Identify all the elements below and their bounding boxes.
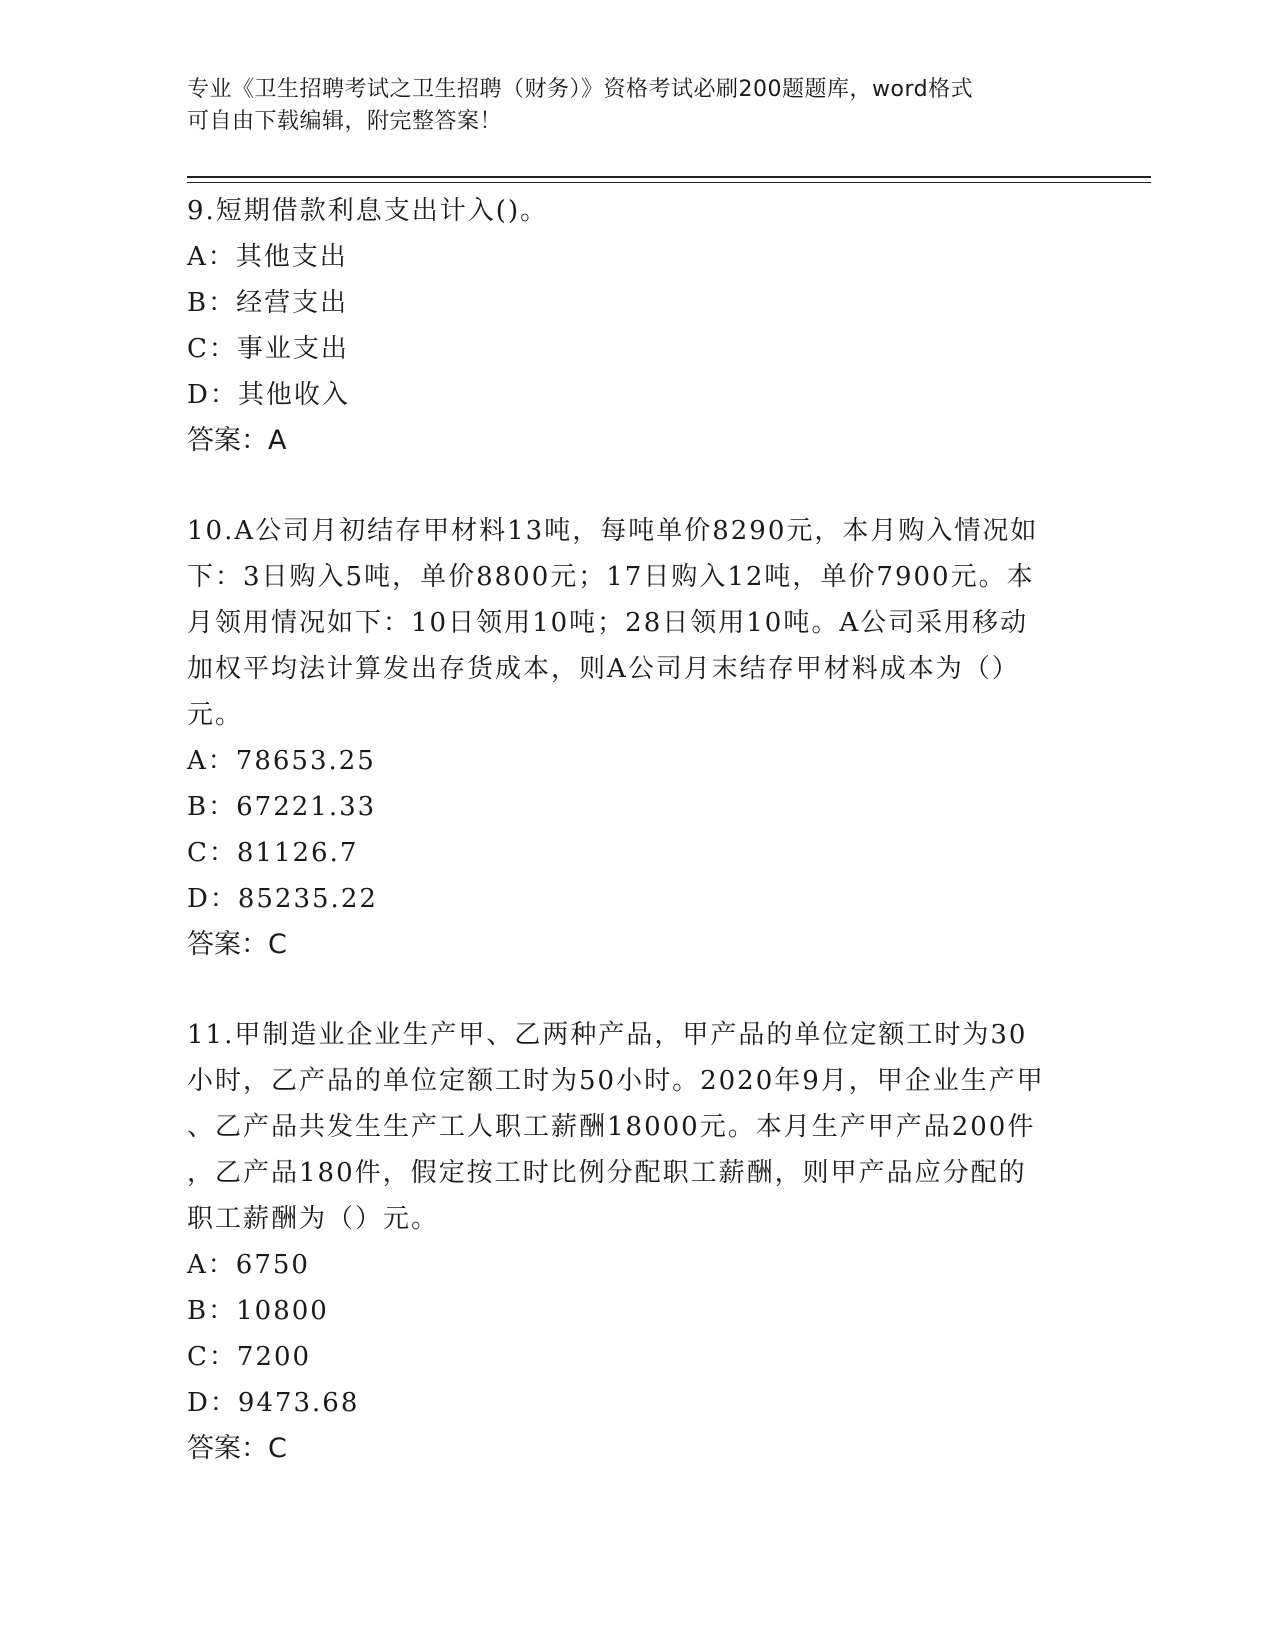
question-stem <box>187 188 1087 234</box>
option-a: A：6750 <box>187 1250 310 1280</box>
document-header <box>187 74 1087 138</box>
stem-line: 职工薪酬为（）元。 <box>187 1204 440 1234</box>
option-a: A：其他支出 <box>187 242 348 272</box>
option-d: D：9473.68 <box>187 1388 360 1418</box>
question-stem <box>187 508 1087 738</box>
stem-line: ，乙产品180件，假定按工时比例分配职工薪酬，则甲产品应分配的 <box>187 1158 1027 1188</box>
stem-line: 加权平均法计算发出存货成本，则A公司月末结存甲材料成本为（） <box>187 654 1020 684</box>
option-c: C：7200 <box>187 1342 312 1372</box>
stem-line: 、乙产品共发生生产工人职工薪酬18000元。本月生产甲产品200件 <box>187 1112 1036 1142</box>
option-d: D：85235.22 <box>187 884 378 914</box>
header-divider-thick <box>187 176 1151 178</box>
option-c: C：81126.7 <box>187 838 359 868</box>
question-list <box>187 188 1087 1472</box>
header-line-1: 专业《卫生招聘考试之卫生招聘（财务）》资格考试必刷200题题库，word格式 <box>187 77 974 102</box>
question-spacer <box>187 968 1087 1012</box>
header-divider-thin <box>187 182 1151 183</box>
stem-line: 10.A公司月初结存甲材料13吨，每吨单价8290元，本月购入情况如 <box>187 516 1039 546</box>
question-spacer <box>187 464 1087 508</box>
stem-line: 小时，乙产品的单位定额工时为50小时。2020年9月，甲企业生产甲 <box>187 1066 1045 1096</box>
answer-line: 答案：C <box>187 929 287 960</box>
answer-line: 答案：C <box>187 1433 287 1464</box>
option-b: B：10800 <box>187 1296 329 1326</box>
question-11 <box>187 1012 1087 1472</box>
stem-line: 下：3日购入5吨，单价8800元；17日购入12吨，单价7900元。本 <box>187 562 1035 592</box>
question-10 <box>187 508 1087 968</box>
option-a: A：78653.25 <box>187 746 376 776</box>
stem-line: 元。 <box>187 700 244 730</box>
option-c: C：事业支出 <box>187 334 349 364</box>
header-line-2: 可自由下载编辑，附完整答案！ <box>187 109 503 134</box>
question-9 <box>187 188 1087 464</box>
option-d: D：其他收入 <box>187 380 350 410</box>
answer-line: 答案：A <box>187 425 287 456</box>
stem-line: 11.甲制造业企业生产甲、乙两种产品，甲产品的单位定额工时为30 <box>187 1020 1028 1050</box>
question-stem <box>187 1012 1087 1242</box>
option-b: B：67221.33 <box>187 792 377 822</box>
stem-line: 9.短期借款利息支出计入()。 <box>187 196 549 226</box>
stem-line: 月领用情况如下：10日领用10吨；28日领用10吨。A公司采用移动 <box>187 608 1029 638</box>
option-b: B：经营支出 <box>187 288 349 318</box>
